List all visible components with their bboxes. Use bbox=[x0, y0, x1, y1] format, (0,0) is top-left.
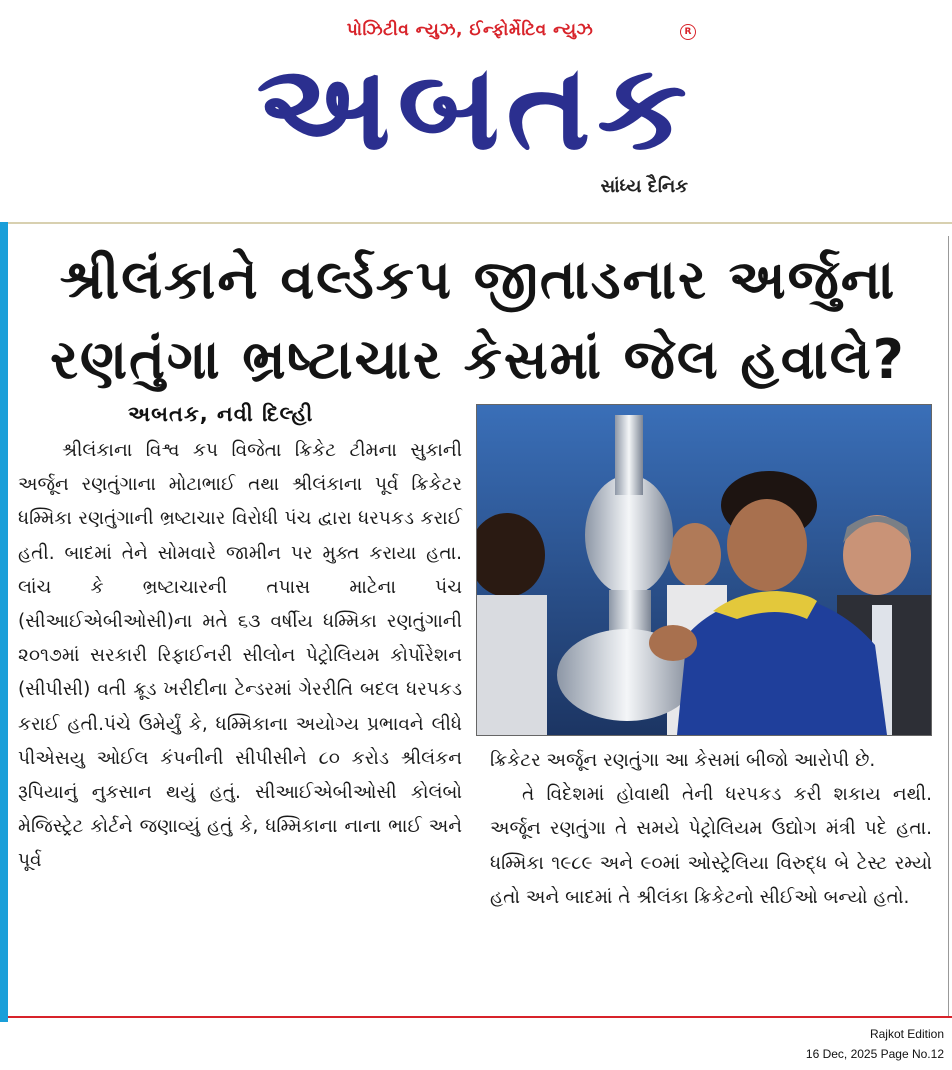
footer-divider bbox=[8, 1016, 952, 1018]
article-body-right-column bbox=[490, 744, 932, 915]
headline-line-1: શ્રીલંકાને વર્લ્ડકપ જીતાડનાર અર્જુના bbox=[59, 248, 897, 311]
left-accent-bar bbox=[0, 222, 8, 1022]
edition-info bbox=[806, 1024, 944, 1064]
right-column-rule bbox=[948, 236, 949, 1016]
masthead bbox=[250, 18, 700, 208]
article-body-left-column bbox=[18, 434, 462, 879]
article-dateline: અબતક, નવી દિલ્હી bbox=[128, 402, 314, 426]
article-photo bbox=[476, 404, 932, 736]
edition-name: Rajkot Edition bbox=[869, 1027, 944, 1041]
headline-line-2: રણતુંગા ભ્રષ્ટાચાર કેસમાં જેલ હવાલે? bbox=[50, 328, 906, 391]
masthead-subtitle: સાંધ્ય દૈનિક bbox=[600, 176, 688, 197]
edition-date-page: 16 Dec, 2025 Page No.12 bbox=[805, 1047, 944, 1061]
article-paragraph: ક્રિકેટર અર્જૂન રણતુંગા આ કેસમાં બીજો આરોપી છે. bbox=[490, 750, 876, 771]
article-paragraph: શ્રીલંકાના વિશ્વ કપ વિજેતા ક્રિકેટ ટીમના સુકાની અર્જૂન રણતુંગાના મોટાભાઈ તથા શ્રીલંકાના પૂર્વ ક્રિકેટર ધમ્મિકા રણતુંગાની ભ્રષ્ટાચાર વિરોધી પંચ દ્વારા ધરપકડ કરાઈ હતી. બાદમાં તેને સોમવારે જામીન પર મુક્ત કરાયા હતા. લાંચ કે ભ્રષ્ટાચારની તપાસ માટેના પંચ (સીઆઈએબીઓસી)ના મતે ૬૩ વર્ષીય ધમ્મિકા રણતુંગાની ૨૦૧૭માં સરકારી રિફાઈનરી સીલોન પેટ્રોલિયમ કોર્પોરેશન (સીપીસી) વતી ક્રૂડ ખરીદીના ટેન્ડરમાં ગેરરીતિ બદલ ધરપકડ કરાઈ હતી.પંચે ઉમેર્યું કે, ધમ્મિકાના અયોગ્ય પ્રભાવને લીધે પીએસયુ ઓઈલ કંપનીની સીપીસીને ૮૦ કરોડ શ્રીલંકન રૂપિયાનું નુકસાન થયું હતું. સીઆઈએબીઓસી કોલંબો મેજિસ્ટ્રેટ કોર્ટને જણાવ્યું હતું કે, ધમ્મિકાના નાના ભાઈ અને પૂર્વ bbox=[18, 440, 462, 872]
newspaper-logo: અબતક bbox=[256, 38, 694, 176]
article-paragraph: તે વિદેશમાં હોવાથી તેની ધરપકડ કરી શકાય નથી. અર્જૂન રણતુંગા તે સમયે પેટ્રોલિયમ ઉદ્યોગ મંત્રી પદે હતા. ધમ્મિકા ૧૯૮૯ અને ૯૦માં ઓસ્ટ્રેલિયા વિરુદ્ધ બે ટેસ્ટ રમ્યો હતો અને બાદમાં તે શ્રીલંકા ક્રિકેટનો સીઈઓ બન્યો હતો. bbox=[490, 784, 932, 908]
registered-trademark-icon: R bbox=[680, 24, 696, 40]
article-headline bbox=[18, 240, 938, 400]
header-divider bbox=[8, 222, 952, 224]
masthead-tagline: પોઝિટીવ ન્યુઝ, ઈન્ફોર્મેટિવ ન્યુઝ bbox=[346, 20, 594, 40]
